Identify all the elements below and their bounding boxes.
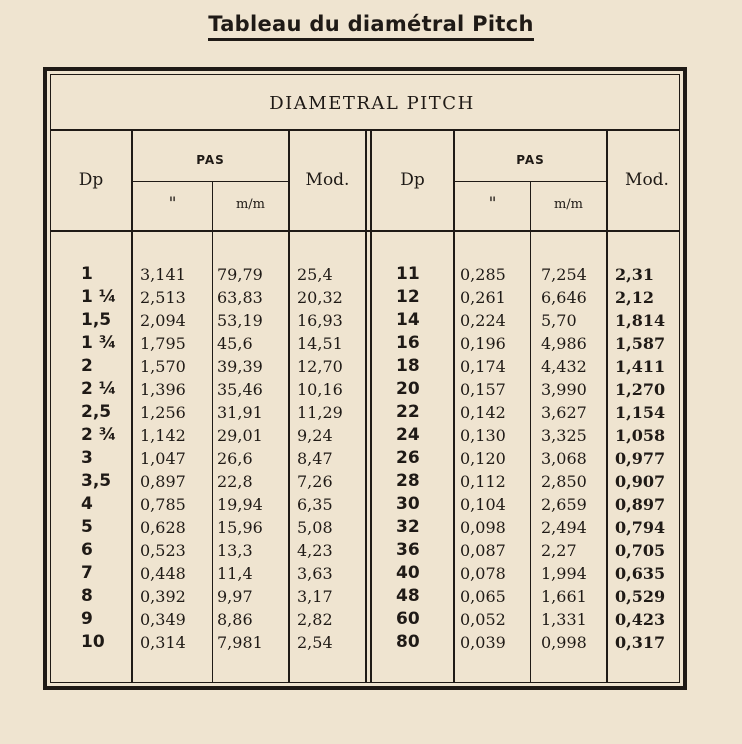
right-mod-column	[615, 263, 665, 654]
left-dp-cell: 4	[81, 494, 93, 514]
left-mm-cell: 13,3	[217, 541, 253, 560]
right-inch-cell: 0,224	[460, 311, 506, 330]
right-mm-cell: 2,494	[541, 518, 587, 537]
left-mm-cell: 8,86	[217, 610, 253, 629]
right-inch-cell: 0,261	[460, 288, 506, 307]
right-mm-cell: 1,994	[541, 564, 587, 583]
left-inch-column	[140, 263, 186, 654]
right-mm-cell: 2,27	[541, 541, 577, 560]
right-dp-cell: 40	[396, 563, 420, 583]
left-inch-cell: 1,570	[140, 357, 186, 376]
right-mm-cell: 4,986	[541, 334, 587, 353]
left-mod-cell: 9,24	[297, 426, 333, 445]
left-dp-cell: 9	[81, 609, 93, 629]
left-mm-cell: 35,46	[217, 380, 263, 399]
center-double-rule-b	[370, 131, 372, 682]
left-dp-cell: 2 ¼	[81, 379, 117, 399]
left-inch-cell: 0,628	[140, 518, 186, 537]
left-mm-cell: 31,91	[217, 403, 263, 422]
center-double-rule-a	[365, 131, 367, 682]
right-mod-cell: 0,423	[615, 610, 666, 629]
left-inch-cell: 0,392	[140, 587, 186, 606]
right-inch-cell: 0,087	[460, 541, 506, 560]
table-inner-border	[50, 74, 680, 683]
left-mm-cell: 19,94	[217, 495, 263, 514]
right-mod-cell: 0,635	[615, 564, 666, 583]
right-inch-cell: 0,120	[460, 449, 506, 468]
left-mod-cell: 3,17	[297, 587, 333, 606]
left-mm-cell: 22,8	[217, 472, 253, 491]
col-rule-2	[212, 182, 213, 682]
right-mod-cell: 1,814	[615, 311, 666, 330]
left-mod-cell: 12,70	[297, 357, 343, 376]
left-dp-cell: 8	[81, 586, 93, 606]
right-mm-cell: 4,432	[541, 357, 587, 376]
header-mod-left: Mod.	[305, 170, 350, 190]
left-dp-cell: 7	[81, 563, 93, 583]
left-mm-cell: 79,79	[217, 265, 263, 284]
header-inch-right: "	[488, 194, 497, 214]
header-dp-left	[51, 170, 131, 190]
left-dp-cell: 10	[81, 632, 105, 652]
header-pas-right: PAS	[516, 153, 545, 167]
right-inch-cell: 0,142	[460, 403, 506, 422]
left-mod-cell: 6,35	[297, 495, 333, 514]
right-inch-cell: 0,130	[460, 426, 506, 445]
left-inch-cell: 1,142	[140, 426, 186, 445]
right-dp-cell: 28	[396, 471, 420, 491]
right-dp-cell: 48	[396, 586, 420, 606]
right-inch-cell: 0,065	[460, 587, 506, 606]
left-mod-cell: 4,23	[297, 541, 333, 560]
right-mm-cell: 1,331	[541, 610, 587, 629]
right-mm-cell: 3,990	[541, 380, 587, 399]
left-mod-cell: 3,63	[297, 564, 333, 583]
right-dp-cell: 18	[396, 356, 420, 376]
right-mod-cell: 0,897	[615, 495, 666, 514]
right-inch-cell: 0,112	[460, 472, 506, 491]
right-mm-cell: 0,998	[541, 633, 587, 652]
right-dp-cell: 16	[396, 333, 420, 353]
left-dp-cell: 6	[81, 540, 93, 560]
left-inch-cell: 2,094	[140, 311, 186, 330]
col-rule-7	[606, 131, 608, 682]
right-dp-cell: 22	[396, 402, 420, 422]
left-mm-cell: 39,39	[217, 357, 263, 376]
header-mm-right: m/m	[553, 197, 584, 212]
right-mod-cell: 1,154	[615, 403, 666, 422]
left-mod-cell: 16,93	[297, 311, 343, 330]
right-mod-cell: 1,411	[615, 357, 666, 376]
header-mod-right: Mod.	[625, 170, 669, 190]
left-mod-cell: 10,16	[297, 380, 343, 399]
left-inch-cell: 0,448	[140, 564, 186, 583]
left-mm-cell: 63,83	[217, 288, 263, 307]
right-inch-cell: 0,052	[460, 610, 506, 629]
right-mod-cell: 0,907	[615, 472, 666, 491]
right-dp-cell: 36	[396, 540, 420, 560]
left-inch-cell: 1,396	[140, 380, 186, 399]
right-dp-cell: 12	[396, 287, 420, 307]
left-inch-cell: 1,256	[140, 403, 186, 422]
left-mod-cell: 20,32	[297, 288, 343, 307]
right-dp-cell: 32	[396, 517, 420, 537]
left-mod-cell: 5,08	[297, 518, 333, 537]
right-inch-cell: 0,098	[460, 518, 506, 537]
right-mod-cell: 1,587	[615, 334, 666, 353]
right-mod-cell: 1,270	[615, 380, 666, 399]
left-mm-column	[217, 263, 263, 654]
left-inch-cell: 0,897	[140, 472, 186, 491]
right-mod-cell: 0,977	[615, 449, 666, 468]
left-mm-cell: 11,4	[217, 564, 253, 583]
right-dp-cell: 26	[396, 448, 420, 468]
header-dp-left-text: Dp	[78, 170, 104, 190]
left-inch-cell: 0,314	[140, 633, 186, 652]
left-mm-cell: 9,97	[217, 587, 253, 606]
right-dp-cell: 80	[396, 632, 420, 652]
right-mm-cell: 3,325	[541, 426, 587, 445]
left-dp-cell: 5	[81, 517, 93, 537]
right-dp-cell: 14	[396, 310, 420, 330]
right-inch-cell: 0,174	[460, 357, 506, 376]
left-mod-cell: 25,4	[297, 265, 333, 284]
right-mm-cell: 7,254	[541, 265, 587, 284]
right-mod-cell: 0,529	[615, 587, 666, 606]
left-inch-cell: 0,349	[140, 610, 186, 629]
col-rule-6	[530, 182, 531, 682]
rule-under-pas-left	[131, 181, 289, 182]
left-dp-cell: 2 ¾	[81, 425, 117, 445]
right-inch-cell: 0,104	[460, 495, 506, 514]
header-dp-right: Dp	[400, 170, 425, 190]
left-mm-cell: 7,981	[217, 633, 263, 652]
right-dp-column	[396, 263, 420, 654]
header-mm-left: m/m	[235, 197, 266, 212]
right-mm-cell: 2,850	[541, 472, 587, 491]
left-dp-cell: 2,5	[81, 402, 112, 422]
header-pas-left: PAS	[196, 153, 225, 167]
right-dp-cell: 11	[396, 264, 420, 284]
left-mod-cell: 14,51	[297, 334, 343, 353]
right-inch-cell: 0,196	[460, 334, 506, 353]
left-dp-cell: 1 ¼	[81, 287, 117, 307]
left-mm-cell: 26,6	[217, 449, 253, 468]
right-mod-cell: 2,12	[615, 288, 654, 307]
left-mm-cell: 29,01	[217, 426, 263, 445]
left-inch-cell: 2,513	[140, 288, 186, 307]
left-inch-cell: 3,141	[140, 265, 186, 284]
left-mod-cell: 2,54	[297, 633, 333, 652]
right-mod-cell: 0,705	[615, 541, 666, 560]
right-dp-cell: 20	[396, 379, 420, 399]
right-mm-cell: 3,627	[541, 403, 587, 422]
right-mm-cell: 1,661	[541, 587, 587, 606]
left-inch-cell: 1,047	[140, 449, 186, 468]
right-inch-cell: 0,157	[460, 380, 506, 399]
right-inch-cell: 0,039	[460, 633, 506, 652]
left-mod-cell: 11,29	[297, 403, 343, 422]
page-title	[0, 12, 742, 41]
left-inch-cell: 0,523	[140, 541, 186, 560]
left-inch-cell: 0,785	[140, 495, 186, 514]
left-mm-cell: 15,96	[217, 518, 263, 537]
right-mod-cell: 2,31	[615, 265, 654, 284]
right-mod-cell: 1,058	[615, 426, 666, 445]
right-mm-column	[541, 263, 587, 654]
page-title-text: Tableau du diamétral Pitch	[208, 12, 533, 41]
right-inch-column	[460, 263, 506, 654]
left-dp-cell: 1,5	[81, 310, 112, 330]
left-mod-column	[297, 263, 343, 654]
left-mm-cell: 45,6	[217, 334, 253, 353]
diametral-pitch-table	[43, 67, 687, 690]
left-dp-column	[81, 263, 116, 654]
right-inch-cell: 0,078	[460, 564, 506, 583]
left-dp-cell: 1 ¾	[81, 333, 117, 353]
right-dp-cell: 24	[396, 425, 420, 445]
left-dp-cell: 1	[81, 264, 93, 284]
right-inch-cell: 0,285	[460, 265, 506, 284]
right-dp-cell: 60	[396, 609, 420, 629]
right-mm-cell: 3,068	[541, 449, 587, 468]
left-mod-cell: 8,47	[297, 449, 333, 468]
right-mm-cell: 2,659	[541, 495, 587, 514]
right-mm-cell: 6,646	[541, 288, 587, 307]
left-mm-cell: 53,19	[217, 311, 263, 330]
right-dp-cell: 30	[396, 494, 420, 514]
header-inch-left: "	[168, 194, 177, 214]
col-rule-3	[288, 131, 290, 682]
left-inch-cell: 1,795	[140, 334, 186, 353]
left-dp-cell: 3	[81, 448, 93, 468]
right-mod-cell: 0,317	[615, 633, 666, 652]
left-mod-cell: 7,26	[297, 472, 333, 491]
left-dp-cell: 3,5	[81, 471, 112, 491]
right-mm-cell: 5,70	[541, 311, 577, 330]
left-mod-cell: 2,82	[297, 610, 333, 629]
left-dp-cell: 2	[81, 356, 93, 376]
table-title: DIAMETRAL PITCH	[269, 93, 475, 114]
right-mod-cell: 0,794	[615, 518, 666, 537]
